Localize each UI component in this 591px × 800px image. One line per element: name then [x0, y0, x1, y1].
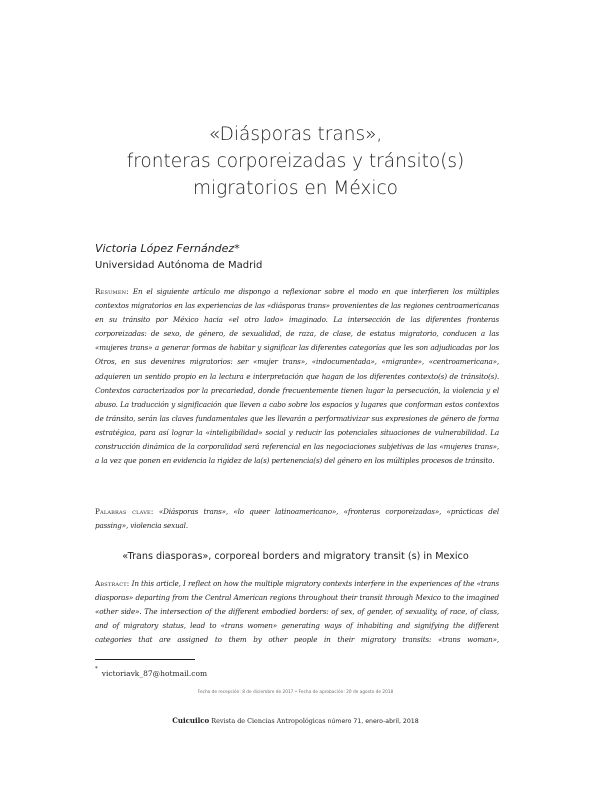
- resumen-paragraph: [95, 285, 499, 499]
- abstract-label: Abstract:: [95, 579, 130, 588]
- author-affiliation: Universidad Autónoma de Madrid: [95, 260, 263, 271]
- submission-dates: Fecha de recepción: 8 de diciembre de 2017 • Fecha de aprobación: 20 de agosto de 2018: [197, 690, 394, 695]
- resumen-text: En el siguiente artículo me dispongo a reflexionar sobre el modo en que interfieren los múltiples contextos migratorios en las experiencias de las «diásporas trans» provenientes de las regiones centroamericanas en su tránsito por México hacia «el otro lado» imaginado. La intersección de las diferentes fronteras corporeizadas: de sexo, de género, de sexualidad, de raza, de clase, de estatus migratorio, conducen a las «mujeres trans» a generar formas de habitar y significar las diferentes categorías que les son adjudicadas por los Otros, en sus devenires migratorios: ser «mujer trans», «indocumentada», «migrante», «centroamericana», adquieren un sentido propio en la lectura e interpretación que hagan de los diferentes contexto(s) de tránsito(s). Contextos caracterizados por la precariedad, donde frecuentemente tienen lugar la persecución, la violencia y el abuso. La traducción y significación que lleven a cabo sobre los espacios y lugares que conforman estos contextos de tránsito, serán las claves fundamentales que les llevarán a performativizar sus expresiones de género de forma estratégica, para así lograr la «inteligibilidad» social y reducir las potenciales situaciones de vulnerabilidad. La construcción dinámica de la corporalidad será referencial en las negociaciones subjetivas de las «mujeres trans», a la vez que ponen en evidencia la rigidez de la(s) pertenencia(s) del género en los múltiples procesos de tránsito.: [95, 287, 499, 466]
- article-title: [0, 121, 591, 202]
- footnote-divider: [95, 659, 195, 660]
- abstract-paragraph: [95, 577, 499, 647]
- footnote-marker: *: [95, 666, 98, 672]
- keywords-paragraph: [95, 505, 499, 533]
- keywords-label: Palabras clave:: [95, 507, 154, 516]
- journal-footer: [0, 716, 591, 727]
- journal-subtitle: Revista de Ciencias Antropológicas: [211, 717, 326, 725]
- author-email[interactable]: victoriavk_87@hotmail.com: [101, 669, 208, 678]
- title-line: «Diásporas trans»,: [208, 124, 383, 145]
- author-name: Victoria López Fernández*: [95, 242, 240, 255]
- abstract-text: In this article, I reflect on how the multiple migratory contexts interfere in the experiences of the «trans diasporas» departing from the Central American regions throughout their transit through Mexico to the imagined «other side». The intersection of the different embodied borders: of sex, of gender, of sexuality, of race, of class, and of migratory status, lead to «trans women» generating ways of inhabiting and signifying the different categories that are assigned to them by other people in their migratory transits: «trans woman»,: [95, 579, 499, 645]
- journal-issue: número 71, enero-abril, 2018: [327, 718, 419, 725]
- footnote: [95, 662, 207, 681]
- journal-name: Cuicuilco: [172, 716, 210, 725]
- keywords-text: «Diásporas trans», «lo queer latinoamericano», «fronteras corporeizadas», «prácticas del passing», violencia sexual.: [95, 507, 499, 531]
- title-line: fronteras corporeizadas y tránsito(s): [126, 151, 465, 172]
- english-title: «Trans diasporas», corporeal borders and migratory transit (s) in Mexico: [122, 551, 469, 562]
- resumen-label: Resumen:: [95, 287, 129, 296]
- title-line: migratorios en México: [193, 178, 398, 199]
